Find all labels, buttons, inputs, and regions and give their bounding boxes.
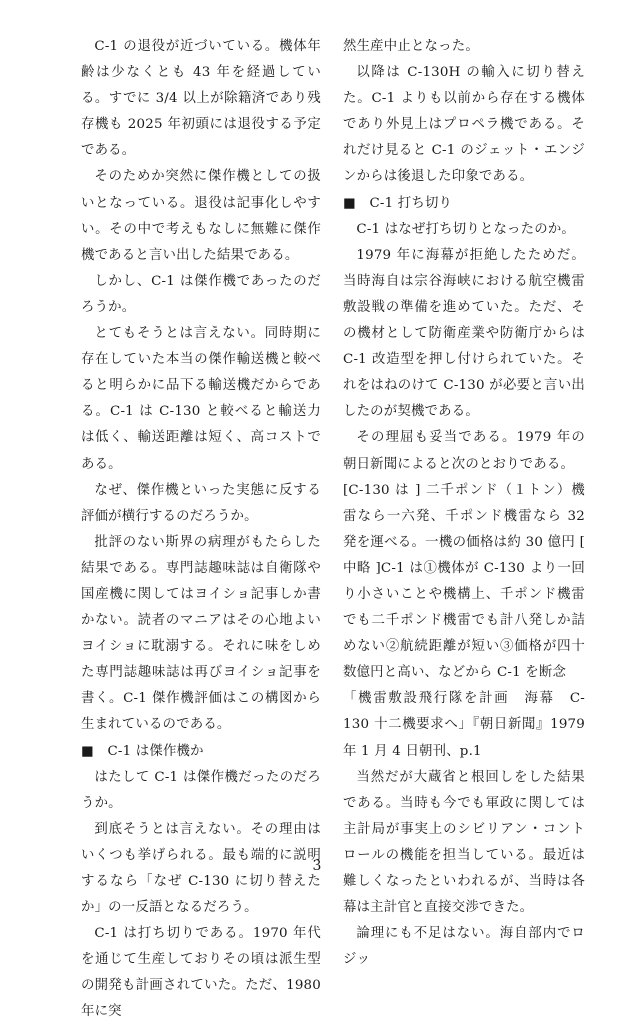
paragraph: なぜ、傑作機といった実態に反する評価が横行するのだろうか。	[81, 482, 321, 524]
block-quote: [C-130 は ] 二千ポンド（１トン）機雷なら一六発、千ポンド機雷なら 32 発を運べる。一機の価格は約 30 億円 [ 中略 ]C-1 は①機体が C-130 より一回り小さいことや機構上、千ポンド機雷でも二千ポンド機雷でも計八発しか詰めない②航続距離が短い③価格が四十数億円と高い、などから C-1 を断念	[343, 482, 585, 681]
paragraph: C-1 の退役が近づいている。機体年齢は少なくとも 43 年を経過している。すでに 3/4 以上が除籍済であり残存機も 2025 年初頭には退役する予定である。	[81, 39, 321, 159]
paragraph: とてもそうとは言えない。同時期に存在していた本当の傑作輸送機と較べると明らかに品下る輸送機だからである。C-1 は C-130 と較べると輸送力は低く、輸送距離は短く、高コストである。	[81, 326, 321, 472]
section-heading: ■ C-1 は傑作機か	[81, 743, 204, 759]
paragraph: そのためか突然に傑作機としての扱いとなっている。退役は記事化しやすい。その中で考えもなしに無難に傑作機であると言い出した結果である。	[81, 169, 321, 263]
paragraph: 当然だが大蔵省と根回しをした結果である。当時も今でも軍政に関しては主計局が事実上のシビリアン・コントロールの機能を担当している。最近は難しくなったといわれるが、当時は各幕は主計官と直接交渉できた。	[343, 769, 585, 916]
section-heading: ■ C-1 打ち切り	[343, 195, 453, 211]
right-column	[343, 34, 585, 973]
paragraph: C-1 は打ち切りである。1970 年代を通じて生産しておりその頃は派生型の開発も計画されていた。ただ、1980 年に突	[81, 926, 321, 1020]
page-number: 3	[312, 858, 322, 874]
paragraph: 到底そうとは言えない。その理由はいくつも挙げられる。最も端的に説明するなら「なぜ C-130 に切り替えたか」の一反語となるだろう。	[81, 821, 321, 916]
paragraph: 1979 年に海幕が拒絶したためだ。当時海自は宗谷海峡における航空機雷敷設戦の準備を進めていた。ただ、その機材として防衛産業や防衛庁からは C-1 改造型を押し付けられていた。それをはねのけて C-130 が必要と言い出したのが契機である。	[343, 247, 585, 420]
paragraph: 論理にも不足はない。海自部内でロジッ	[343, 926, 585, 968]
paragraph: 批評のない斯界の病理がもたらした結果である。専門誌趣味誌は自衛隊や国産機に関してはヨイショ記事しか書かない。読者のマニアはその心地よいヨイショに耽溺する。それに味をしめた専門誌趣味誌は再びヨイショ記事を書く。C-1 傑作機評価はこの構図から生まれているのである。	[81, 534, 321, 733]
paragraph-continued: 然生産中止となった。	[343, 39, 479, 54]
paragraph: しかし、C-1 は傑作機であったのだろうか。	[81, 273, 321, 315]
paragraph: はたして C-1 は傑作機だったのだろうか。	[81, 769, 321, 811]
paragraph: C-1 はなぜ打ち切りとなったのか。	[356, 221, 576, 237]
paragraph: 以降は C-130H の輸入に切り替えた。C-1 よりも以前から存在する機体であり外見上はプロペラ機である。それだけ見ると C-1 のジェット・エンジンからは後退した印象である。	[343, 65, 585, 185]
paragraph: その理屈も妥当である。1979 年の朝日新聞によると次のとおりである。	[343, 430, 585, 472]
citation: 「機雷敷設飛行隊を計画 海幕 C-130 十二機要求へ」『朝日新聞』1979 年 1 月 4 日朝刊、p.1	[343, 691, 585, 759]
left-column	[81, 34, 321, 1026]
